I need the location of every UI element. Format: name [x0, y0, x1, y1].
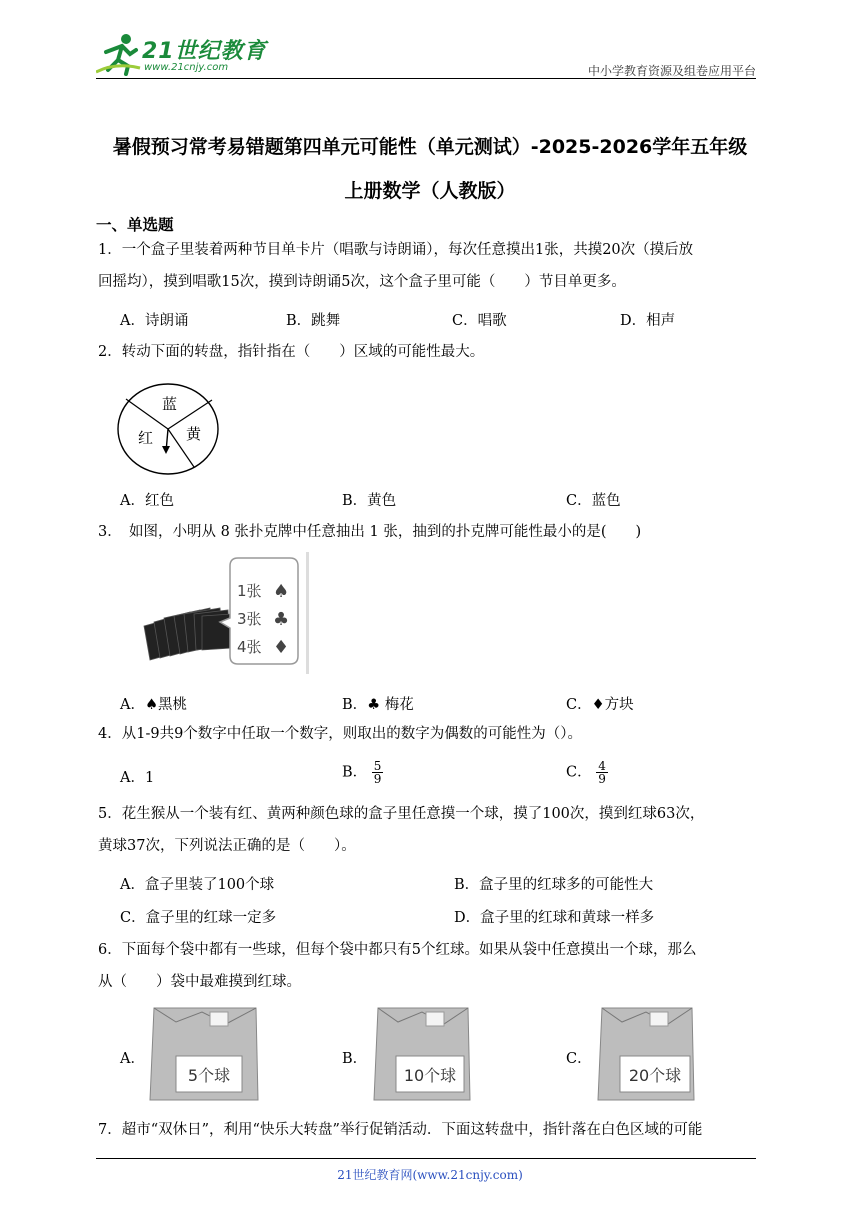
fraction: $\frac{5}{9}$: [373, 759, 382, 786]
question-text: 4．从1-9共9个数字中任取一个数字，则取出的数字为偶数的可能性为（）。: [98, 726, 583, 742]
card-count-diamonds: 4张: [237, 638, 262, 656]
spinner-label-yellow: 黄: [186, 425, 202, 443]
question-3: [98, 516, 764, 548]
option-a: A．♠黑桃: [120, 697, 187, 713]
option-b: B．黄色: [342, 493, 397, 509]
playing-cards-illustration: [140, 552, 312, 674]
option-a: A．盒子里装了100个球: [120, 877, 275, 893]
question-5: [98, 798, 764, 862]
option-a: A．: [120, 1051, 145, 1067]
option-d: D．盒子里的红球和黄球一样多: [454, 910, 655, 926]
bag-10-balls: [370, 1004, 476, 1104]
bag-label: 5个球: [187, 1066, 231, 1085]
question-text: 3． 如图，小明从 8 张扑克牌中任意抽出 1 张，抽到的扑克牌可能性最小的是( ): [98, 524, 642, 540]
page-title-line2: 上册数学（人教版）: [344, 180, 516, 202]
option-label: C．: [566, 764, 592, 781]
logo-runner-icon: [96, 32, 142, 76]
platform-name: 中小学教育资源及组卷应用平台: [587, 64, 756, 78]
club-icon: ♣: [273, 609, 290, 630]
question-4: [98, 718, 764, 750]
logo-text: 21世纪教育: [142, 39, 267, 64]
option-c: C．: [566, 1051, 592, 1067]
option-b: B．盒子里的红球多的可能性大: [454, 877, 654, 893]
option-b: B．: [342, 1051, 368, 1067]
fraction: $\frac{4}{9}$: [598, 759, 606, 786]
page-title-line1: 暑假预习常考易错题第四单元可能性（单元测试）-2025-2026学年五年级: [112, 136, 748, 158]
spinner-label-blue: 蓝: [162, 395, 178, 413]
option-c: C．盒子里的红球一定多: [120, 910, 277, 926]
bag-5-balls: [146, 1004, 264, 1104]
footer-link[interactable]: 21世纪教育网(www.21cnjy.com): [337, 1168, 523, 1182]
option-a: A．1: [120, 770, 155, 786]
option-c: C．♦方块: [566, 697, 634, 713]
option-a: A．红色: [120, 493, 174, 509]
option-d: D．相声: [620, 313, 676, 329]
option-c: [566, 760, 608, 785]
option-b: [342, 760, 383, 785]
spinner-diagram: [116, 382, 222, 476]
question-text: 2．转动下面的转盘，指针指在（ ）区域的可能性最大。: [98, 344, 485, 360]
header-divider: [96, 78, 756, 79]
question-2: [98, 336, 764, 368]
question-text: 从（ ）袋中最难摸到红球。: [98, 974, 301, 990]
question-text: 1．一个盒子里装着两种节目单卡片（唱歌与诗朗诵），每次任意摸出1张，共摸20次（摸后放: [98, 242, 694, 258]
card-count-spades: 1张: [237, 582, 262, 600]
footer-divider: [96, 1158, 756, 1159]
option-c: C．蓝色: [566, 493, 621, 509]
question-7: [98, 1114, 764, 1146]
question-1: [98, 234, 764, 298]
bag-label: 20个球: [628, 1066, 682, 1085]
diamond-icon: ♦: [273, 637, 290, 658]
question-text: 7．超市“双休日”，利用“快乐大转盘”举行促销活动．下面这转盘中，指针落在白色区域的可能: [98, 1122, 703, 1138]
question-text: 6．下面每个袋中都有一些球，但每个袋中都只有5个红球。如果从袋中任意摸出一个球，那么: [98, 942, 697, 958]
option-c: C．唱歌: [452, 313, 507, 329]
question-text: 黄球37次，下列说法正确的是（ ）。: [98, 838, 356, 854]
question-text: 5．花生猴从一个装有红、黄两种颜色球的盒子里任意摸一个球，摸了100次，摸到红球63次，: [98, 806, 705, 822]
bag-20-balls: [594, 1004, 700, 1104]
option-b: B．跳舞: [286, 313, 341, 329]
spade-icon: ♠: [273, 581, 290, 602]
question-6: [98, 934, 764, 998]
card-fan: [144, 608, 232, 660]
question-text: 回摇均），摸到唱歌15次，摸到诗朗诵5次，这个盒子里可能（ ）节目单更多。: [98, 274, 626, 290]
section-heading: 一、单选题: [96, 216, 174, 234]
option-a: A．诗朗诵: [120, 313, 189, 329]
option-b: B．♣ 梅花: [342, 697, 414, 713]
bag-label: 10个球: [403, 1066, 457, 1085]
spinner-label-red: 红: [138, 429, 154, 447]
option-label: B．: [342, 764, 368, 781]
card-count-clubs: 3张: [237, 610, 262, 628]
logo-url: www.21cnjy.com: [144, 62, 229, 73]
